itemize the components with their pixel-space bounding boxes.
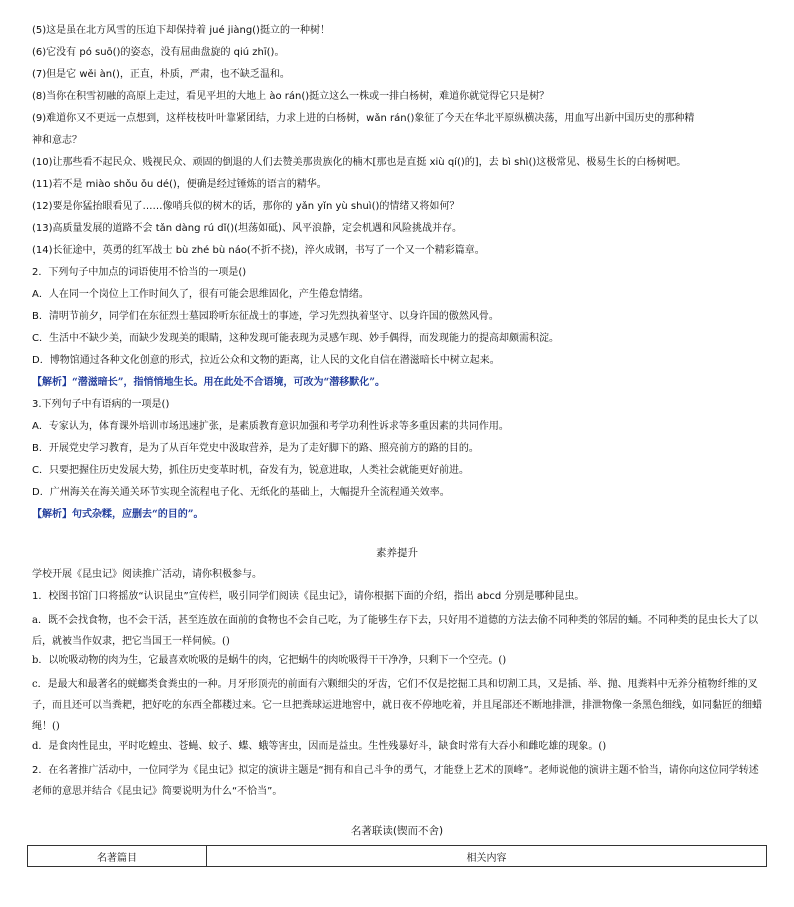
question-2-option-b: B．清明节前夕，同学们在东征烈士墓园聆听东征战士的事迹，学习先烈执着坚守、以身许国的傲然风骨。 <box>32 311 499 322</box>
pinyin-item-14: (14)长征途中，英勇的红军战士 bù zhé bù náo(不折不挠)，淬火成钢，书写了一个又一个精彩篇章。 <box>32 245 485 256</box>
answer-text: 句式杂糅，应删去“的目的”。 <box>72 509 204 520</box>
question-3-option-c: C．只要把握住历史发展大势，抓住历史变革时机，奋发有为，锐意进取，人类社会就能更好前进。 <box>32 465 469 476</box>
answer-explanation-3 <box>32 508 767 521</box>
question-3-option-a: A．专家认为，体育课外培训市场迅速扩张，是素质教育意识加强和考学功利性诉求等多重因素的共同作用。 <box>32 421 509 432</box>
pinyin-item-10: (10)让那些看不起民众、贱视民众、顽固的倒退的人们去赞美那贵族化的楠木[那也是直挺 xiù qí()的]，去 bì shì()这极常见、极易生长的白杨树吧。 <box>32 157 687 168</box>
insect-description-b: b．以吮吸动物的肉为生，它最喜欢吮吸的是蜗牛的肉，它把蜗牛的肉吮吸得干干净净，只剩下一个空壳。() <box>32 655 507 666</box>
pinyin-item-5: (5)这是虽在北方风雪的压迫下却保持着 jué jiàng()挺立的一种树！ <box>32 25 330 36</box>
works-table <box>27 845 767 867</box>
pinyin-item-11: (11)若不是 miào shǒu ǒu dé()，便确是经过锤炼的语言的精华。 <box>32 179 327 190</box>
insect-question-1: 1．校图书馆门口将摇放“认识昆虫”宣传栏，吸引同学们阅读《昆虫记》，请你根据下面的介绍，指出 abcd 分别是哪种昆虫。 <box>32 591 585 602</box>
pinyin-item-13: (13)高质量发展的道路不会 tǎn dàng rú dǐ()(坦荡如砥)、风平浪静，定会机遇和风险挑战并存。 <box>32 223 462 234</box>
pinyin-item-9-cont: 神和意志？ <box>32 135 82 146</box>
insect-description-c: c．是最大和最著名的蜣螂类食粪虫的一种。月牙形顶壳的前面有六颗细尖的牙齿，它们不仅是挖掘工具和切割工具，又是插、举、抛、甩粪料中无养分植物纤维的叉子，而且还可以当粪耙，把好吃的东西全都耧过来。它一旦把粪球运进地窖中，就日夜不停地吃着，并且尾部还不断地排泄，排泄物像一条黑色细线，如同黏匠的细蜡绳！() <box>32 679 762 732</box>
insect-description-a: a．既不会找食物，也不会干活，甚至连放在面前的食物也不会自己吃，为了能够生存下去，只好用不道德的方法去偷不同种类的邻居的蛹。不同种类的昆虫长大了以后，就被当作奴隶，把它当国王一样伺候。() <box>32 615 758 647</box>
pinyin-item-6: (6)它没有 pó suō()的姿态，没有屈曲盘旋的 qiú zhī()。 <box>32 47 285 58</box>
question-2-option-d: D．博物馆通过各种文化创意的形式，拉近公众和文物的距离，让人民的文化自信在潜滋暗长中树立起来。 <box>32 355 500 366</box>
answer-explanation-2 <box>32 376 767 389</box>
pinyin-item-9: (9)难道你又不更远一点想到，这样枝枝叶叶靠紧团结，力求上进的白杨树，wǎn rán()象征了今天在华北平原纵横决荡，用血写出新中国历史的那种精 <box>32 113 695 124</box>
question-3: 3.下列句子中有语病的一项是() <box>32 399 170 410</box>
question-2-option-a: A．人在同一个岗位上工作时间久了，很有可能会思维固化，产生倦怠情绪。 <box>32 289 369 300</box>
table-header-works: 名著篇目 <box>28 846 207 867</box>
question-2: 2．下列句子中加点的词语使用不恰当的一项是() <box>32 267 247 278</box>
question-3-option-b: B．开展党史学习教育，是为了从百年党史中汲取营养，是为了走好脚下的路、照亮前方的路的目的。 <box>32 443 479 454</box>
question-2-option-c: C．生活中不缺少美，而缺少发现美的眼睛，这种发现可能表现为灵感乍现、妙手偶得，而发现能力的提高却颇需积淀。 <box>32 333 559 344</box>
pinyin-item-12: (12)要是你猛抬眼看见了……像哨兵似的树木的话，那你的 yǎn yǐn yù shuì()的情绪又将如何？ <box>32 201 460 212</box>
answer-tag: 【解析】 <box>32 377 72 388</box>
pinyin-item-8: (8)当你在积雪初融的高原上走过，看见平坦的大地上 ào rán()挺立这么一株或一排白杨树，难道你就觉得它只是树？ <box>32 91 550 102</box>
table-header-row <box>28 846 767 867</box>
table-title: 名著联读(锲而不舍) <box>350 825 444 837</box>
table-header-content: 相关内容 <box>207 846 767 867</box>
answer-tag: 【解析】 <box>32 509 72 520</box>
question-3-option-d: D．广州海关在海关通关环节实现全流程电子化、无纸化的基础上，大幅提升全流程通关效率。 <box>32 487 450 498</box>
pinyin-item-7: (7)但是它 wěi àn()，正直，朴质，严肃，也不缺乏温和。 <box>32 69 290 80</box>
insect-question-2: 2．在名著推广活动中，一位同学为《昆虫记》拟定的演讲主题是“拥有和自己斗争的勇气，才能登上艺术的顶峰”。老师说他的演讲主题不恰当，请你向这位同学转述老师的意思并结合《昆虫记》简要说明为什么“不恰当”。 <box>32 765 759 797</box>
insect-description-d: d．是食肉性昆虫，平时吃蝗虫、苍蝇、蚊子、蝶、蛾等害虫，因而是益虫。生性残暴好斗，缺食时常有大吞小和雌吃雄的现象。() <box>32 741 607 752</box>
activity-intro: 学校开展《昆虫记》阅读推广活动，请你积极参与。 <box>32 569 262 580</box>
answer-text: “潜滋暗长”，指悄悄地生长。用在此处不合语境，可改为“潜移默化”。 <box>72 377 386 388</box>
section-heading: 素养提升 <box>376 547 418 559</box>
